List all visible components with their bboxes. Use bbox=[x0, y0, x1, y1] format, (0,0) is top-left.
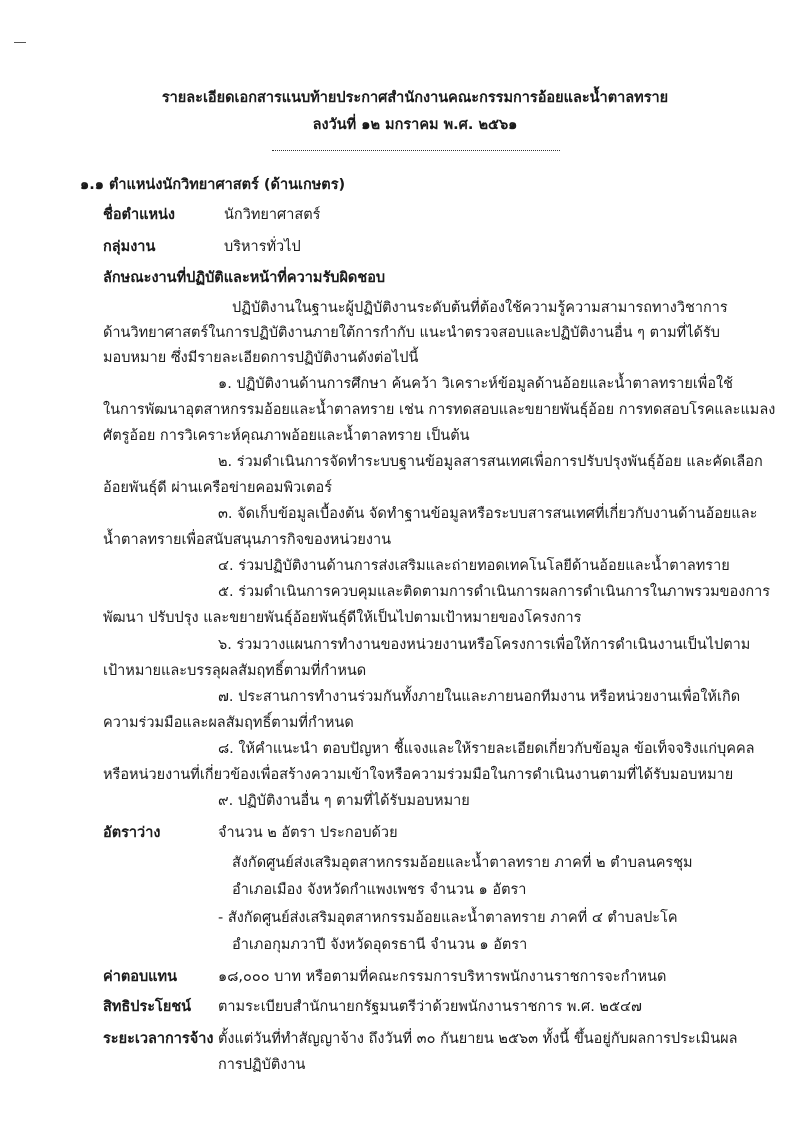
duty-item-8: ๘. ให้คำแนะนำ ตอบปัญหา ชี้แจงและให้รายละเอียดเกี่ยวกับข้อมูล ข้อเท็จจริงแก่บุคคล bbox=[218, 741, 755, 757]
body-line: น้ำตาลทรายเพื่อสนับสนุนภารกิจของหน่วยงาน bbox=[103, 532, 392, 548]
body-line: เป้าหมายและบรรลุผลสัมฤทธิ์ตามที่กำหนด bbox=[103, 663, 367, 679]
duty-item-1: ๑. ปฏิบัติงานด้านการศึกษา ค้นคว้า วิเคราะห์ข้อมูลด้านอ้อยและน้ำตาลทรายเพื่อใช้ bbox=[218, 376, 733, 392]
duties-heading: ลักษณะงานที่ปฏิบัติและหน้าที่ความรับผิดชอบ bbox=[103, 270, 386, 286]
vacancy-label: อัตราว่าง bbox=[103, 825, 161, 841]
duty-item-4: ๔. ร่วมปฏิบัติงานด้านการส่งเสริมและถ่ายทอดเทคโนโลยีด้านอ้อยและน้ำตาลทราย bbox=[218, 558, 730, 574]
body-line: ศัตรูอ้อย การวิเคราะห์คุณภาพอ้อยและน้ำตาลทราย เป็นต้น bbox=[103, 428, 470, 444]
body-line: ความร่วมมือและผลสัมฤทธิ์ตามที่กำหนด bbox=[103, 715, 354, 731]
compensation-value: ๑๘,๐๐๐ บาท หรือตามที่คณะกรรมการบริหารพนักงานราชการจะกำหนด bbox=[218, 969, 667, 985]
body-line: ปฏิบัติงานในฐานะผู้ปฏิบัติงานระดับต้นที่ต้องใช้ความรู้ความสามารถทางวิชาการ bbox=[232, 300, 728, 316]
duty-item-7: ๗. ประสานการทำงานร่วมกันทั้งภายในและภายนอกทีมงาน หรือหน่วยงานเพื่อให้เกิด bbox=[218, 689, 741, 705]
group-value: บริหารทั่วไป bbox=[224, 239, 301, 255]
vacancy-location-2: - สังกัดศูนย์ส่งเสริมอุตสาหกรรมอ้อยและน้ำตาลทราย ภาคที่ ๔ ตำบลปะโค bbox=[218, 910, 678, 926]
document-title: รายละเอียดเอกสารแนบท้ายประกาศสำนักงานคณะกรรมการอ้อยและน้ำตาลทราย bbox=[161, 90, 669, 106]
body-line: ในการพัฒนาอุตสาหกรรมอ้อยและน้ำตาลทราย เช่น การทดสอบและขยายพันธุ์อ้อย การทดสอบโรคและแมลง bbox=[103, 402, 776, 418]
compensation-label: ค่าตอบแทน bbox=[103, 969, 177, 985]
document-date: ลงวันที่ ๑๒ มกราคม พ.ศ. ๒๕๖๑ bbox=[312, 117, 518, 133]
term-label: ระยะเวลาการจ้าง bbox=[103, 1031, 214, 1047]
title-divider bbox=[272, 150, 560, 151]
vacancy-value: จำนวน ๒ อัตรา ประกอบด้วย bbox=[218, 825, 398, 841]
benefits-label: สิทธิประโยชน์ bbox=[103, 999, 192, 1015]
body-line: มอบหมาย ซึ่งมีรายละเอียดการปฏิบัติงานดังต่อไปนี้ bbox=[103, 350, 419, 366]
duty-item-6: ๖. ร่วมวางแผนการทำงานของหน่วยงานหรือโครงการเพื่อให้การดำเนินงานเป็นไปตาม bbox=[218, 637, 751, 653]
body-line: อ้อยพันธุ์ดี ผ่านเครือข่ายคอมพิวเตอร์ bbox=[103, 480, 333, 496]
vacancy-location-1-detail: อำเภอเมือง จังหวัดกำแพงเพชร จำนวน ๑ อัตรา bbox=[232, 882, 527, 898]
duty-item-3: ๓. จัดเก็บข้อมูลเบื้องต้น จัดทำฐานข้อมูลหรือระบบสารสนเทศที่เกี่ยวกับงานด้านอ้อยและ bbox=[218, 506, 758, 522]
body-line: ด้านวิทยาศาสตร์ในการปฏิบัติงานภายใต้การกำกับ แนะนำตรวจสอบและปฏิบัติงานอื่น ๆ ตามที่ได้รับ bbox=[103, 325, 720, 341]
vacancy-location-2-detail: อำเภอกุมภวาปี จังหวัดอุดรธานี จำนวน ๑ อัตรา bbox=[232, 937, 528, 953]
group-label: กลุ่มงาน bbox=[103, 239, 156, 255]
vacancy-location-1: สังกัดศูนย์ส่งเสริมอุตสาหกรรมอ้อยและน้ำตาลทราย ภาคที่ ๒ ตำบลนครชุม bbox=[232, 855, 693, 871]
term-value: ตั้งแต่วันที่ทำสัญญาจ้าง ถึงวันที่ ๓๐ กันยายน ๒๕๖๓ ทั้งนี้ ขึ้นอยู่กับผลการประเมินผล bbox=[218, 1031, 738, 1047]
section-heading: ๑.๑ ตำแหน่งนักวิทยาศาสตร์ (ด้านเกษตร) bbox=[80, 177, 346, 193]
duty-item-5: ๕. ร่วมดำเนินการควบคุมและติดตามการดำเนินการผลการดำเนินการในภาพรวมของการ bbox=[218, 584, 771, 600]
position-label: ชื่อตำแหน่ง bbox=[103, 207, 176, 223]
term-value-continued: การปฏิบัติงาน bbox=[218, 1057, 306, 1073]
body-line: พัฒนา ปรับปรุง และขยายพันธุ์อ้อยพันธุ์ดีให้เป็นไปตามเป้าหมายของโครงการ bbox=[103, 610, 582, 626]
position-value: นักวิทยาศาสตร์ bbox=[224, 207, 321, 223]
benefits-value: ตามระเบียบสำนักนายกรัฐมนตรีว่าด้วยพนักงานราชการ พ.ศ. ๒๕๔๗ bbox=[218, 999, 642, 1015]
duty-item-2: ๒. ร่วมดำเนินการจัดทำระบบฐานข้อมูลสารสนเทศเพื่อการปรับปรุงพันธุ์อ้อย และคัดเลือก bbox=[218, 454, 763, 470]
scan-margin-mark bbox=[14, 42, 26, 43]
body-line: หรือหน่วยงานที่เกี่ยวข้องเพื่อสร้างความเข้าใจหรือความร่วมมือในการดำเนินงานตามที่ได้รับมอบหมาย bbox=[103, 767, 734, 783]
duty-item-9: ๙. ปฏิบัติงานอื่น ๆ ตามที่ได้รับมอบหมาย bbox=[218, 793, 470, 809]
